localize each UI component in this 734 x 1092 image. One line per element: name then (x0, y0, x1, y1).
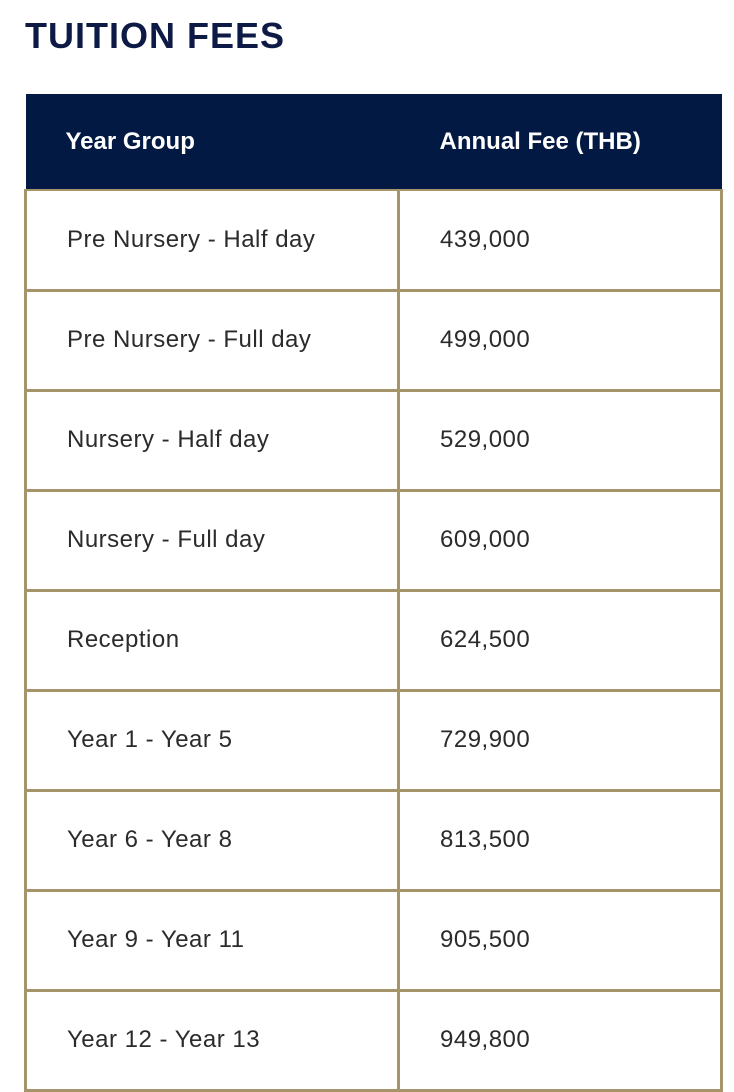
column-header-annual-fee: Annual Fee (THB) (399, 94, 722, 190)
annual-fee-cell: 609,000 (399, 490, 722, 590)
year-group-cell: Pre Nursery - Full day (26, 290, 399, 390)
year-group-cell: Nursery - Full day (26, 490, 399, 590)
annual-fee-cell: 905,500 (399, 890, 722, 990)
year-group-cell: Nursery - Half day (26, 390, 399, 490)
table-row (26, 590, 722, 690)
annual-fee-cell: 949,800 (399, 990, 722, 1090)
annual-fee-cell: 729,900 (399, 690, 722, 790)
year-group-cell: Year 6 - Year 8 (26, 790, 399, 890)
annual-fee-cell: 624,500 (399, 590, 722, 690)
table-row (26, 690, 722, 790)
year-group-cell: Pre Nursery - Half day (26, 190, 399, 290)
page-title: TUITION FEES (25, 15, 286, 56)
table-header-row (26, 94, 722, 190)
year-group-cell: Year 1 - Year 5 (26, 690, 399, 790)
annual-fee-cell: 439,000 (399, 190, 722, 290)
table-row (26, 190, 722, 290)
table-row (26, 290, 722, 390)
column-header-year-group: Year Group (26, 94, 399, 190)
table-row (26, 790, 722, 890)
year-group-cell: Year 12 - Year 13 (26, 990, 399, 1090)
year-group-cell: Year 9 - Year 11 (26, 890, 399, 990)
table-row (26, 490, 722, 590)
year-group-cell: Reception (26, 590, 399, 690)
annual-fee-cell: 499,000 (399, 290, 722, 390)
annual-fee-cell: 529,000 (399, 390, 722, 490)
tuition-fees-table (24, 94, 723, 1092)
table-row (26, 890, 722, 990)
annual-fee-cell: 813,500 (399, 790, 722, 890)
table-row (26, 390, 722, 490)
table-row (26, 990, 722, 1090)
